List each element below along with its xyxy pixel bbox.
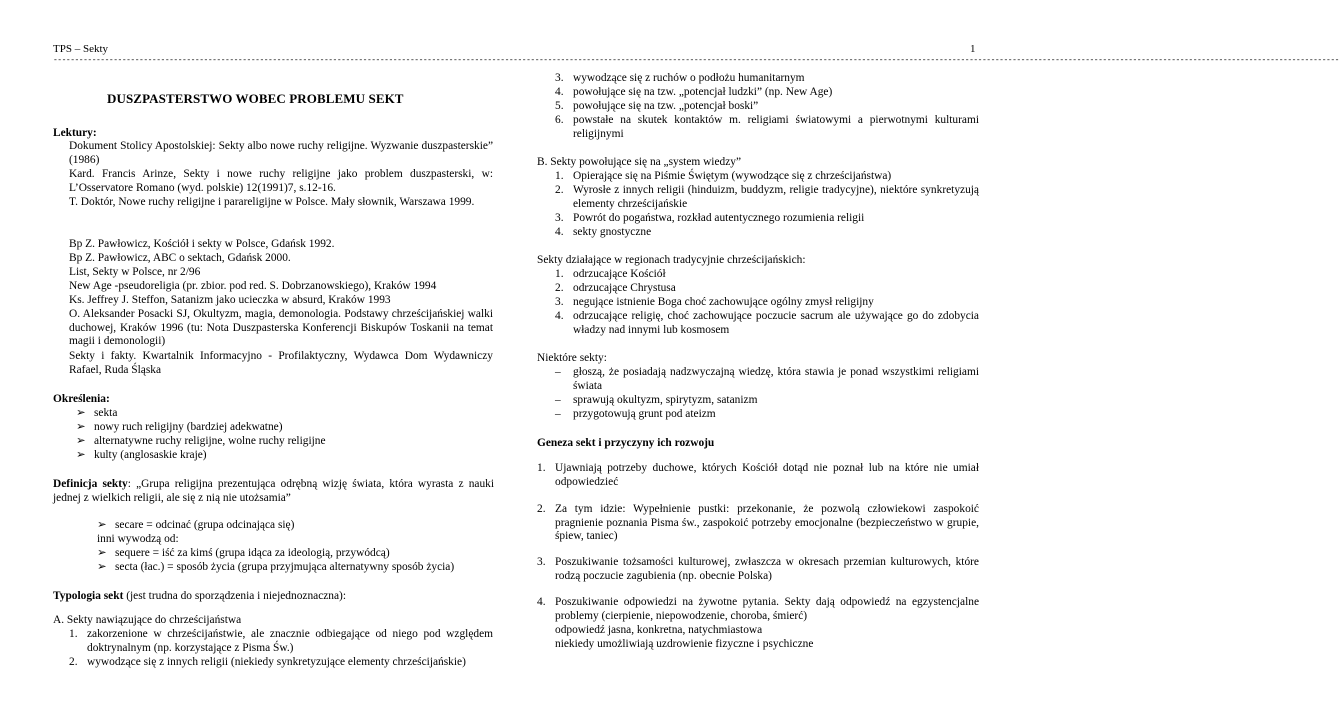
header-rule: -----------------------------------------------------------------------------------------------------------------------------------------------------------------------------------------------------------------------------------------------------------------------------------------------------------: [53, 56, 1339, 65]
lektury-heading: Lektury:: [53, 127, 97, 139]
group-a-item: 2.: [69, 656, 78, 668]
niektore-item-text: głoszą, że posiadają nadzwyczajną wiedzę, która stawia je ponad wszystkimi religiami świata: [573, 366, 979, 392]
arrow-bullet-icon: ➢: [97, 561, 107, 573]
group-b-item: 3.: [555, 212, 564, 224]
geneza-item: 1.: [537, 462, 546, 474]
arrow-bullet-icon: ➢: [76, 407, 86, 419]
arrow-bullet-icon: ➢: [97, 519, 107, 531]
group-b-title: B. Sekty powołujące się na „system wiedzy”: [537, 156, 742, 168]
group-a-item: 3.: [555, 72, 564, 84]
regiony-item: 3.: [555, 296, 564, 308]
okreslenia-item: [76, 421, 283, 434]
definicja-item: [97, 519, 294, 532]
definicja-label: secare = odcinać (grupa odcinająca się): [115, 519, 295, 531]
group-b-item: 2.: [555, 184, 564, 196]
typologia-paragraph: [53, 590, 346, 603]
definicja-heading: Definicja sekty: [53, 478, 128, 490]
geneza-item: 3.: [537, 556, 546, 568]
definicja-mid: inni wywodzą od:: [97, 533, 179, 545]
group-a-item-text: zakorzenione w chrześcijaństwie, ale znacznie odbiegające od niego pod względem doktrynalnym (np. korzystające z Pisma Św.): [87, 628, 493, 654]
niektore-item: –: [555, 408, 561, 420]
document-title: DUSZPASTERSTWO WOBEC PROBLEMU SEKT: [107, 91, 404, 106]
lektury-item: Ks. Jeffrey J. Steffon, Satanizm jako ucieczka w absurd, Kraków 1993: [69, 294, 391, 306]
group-a-item-text: powołujące się na tzw. „potencjał boski”: [573, 100, 759, 112]
lektury-item: O. Aleksander Posacki SJ, Okultyzm, magia, demonologia. Podstawy chrześcijańskiej walki duchowej, Kraków 1996 (tu: Nota Duszpasterska Konferencji Biskupów Toskanii na temat magii i demonologii): [69, 308, 493, 347]
group-a-title: A. Sekty nawiązujące do chrześcijaństwa: [53, 614, 242, 626]
group-a-item-text: wywodzące się z ruchów o podłożu humanitarnym: [573, 72, 805, 84]
okreslenia-label: kulty (anglosaskie kraje): [94, 449, 207, 461]
arrow-bullet-icon: ➢: [76, 435, 86, 447]
definicja-paragraph: [53, 478, 494, 505]
lektury-item: Bp Z. Pawłowicz, Kościół i sekty w Polsce, Gdańsk 1992.: [69, 238, 335, 250]
niektore-item-text: przygotowują grunt pod ateizm: [573, 408, 716, 420]
lektury-item: Kard. Francis Arinze, Sekty i nowe ruchy religijne jako problem duszpasterski, w: L’Osservatore Romano (wyd. polskie) 12(1991)7, s.12-16.: [69, 168, 493, 194]
group-b-item: 4.: [555, 226, 564, 238]
okreslenia-label: nowy ruch religijny (bardziej adekwatne): [94, 421, 283, 433]
geneza-item: 4.: [537, 596, 546, 608]
definicja-item: [97, 547, 390, 560]
regiony-item-text: odrzucające Chrystusa: [573, 282, 676, 294]
group-a-item-text: wywodzące się z innych religii (niekiedy synkretyzujące elementy chrześcijańskie): [87, 656, 466, 668]
group-b-item-text: Wyrosłe z innych religii (hinduizm, buddyzm, religie tradycyjne), niektóre synkretyzują elementy chrześcijańskie: [573, 184, 979, 210]
okreslenia-heading: Określenia:: [53, 393, 110, 405]
group-b-item: 1.: [555, 170, 564, 182]
group-a-item: 1.: [69, 628, 78, 640]
definicja-text: : „Grupa religijna prezentująca odrębną wizję świata, która wyrasta z nauki jednej z wielkich religii, ale się z nią nie utożsamia”: [53, 478, 494, 504]
group-a-item: 4.: [555, 86, 564, 98]
definicja-label: secta (łac.) = sposób życia (grupa przyjmująca alternatywny sposób życia): [115, 561, 455, 573]
arrow-bullet-icon: ➢: [76, 421, 86, 433]
arrow-bullet-icon: ➢: [97, 547, 107, 559]
geneza-item-text: Poszukiwanie tożsamości kulturowej, zwłaszcza w okresach przemian kulturowych, które rodzą poczucie zagubienia (np. obecnie Polska): [555, 556, 979, 582]
group-a-item-text: powstałe na skutek kontaktów m. religiami światowymi a pierwotnymi kulturami religijnymi: [573, 114, 979, 140]
niektore-item: –: [555, 394, 561, 406]
page-number: 1: [970, 43, 976, 55]
okreslenia-label: alternatywne ruchy religijne, wolne ruchy religijne: [94, 435, 326, 447]
regiony-item: 4.: [555, 310, 564, 322]
regiony-title: Sekty działające w regionach tradycyjnie chrześcijańskich:: [537, 254, 806, 266]
regiony-item: 1.: [555, 268, 564, 280]
geneza-item-text: Za tym idzie: Wypełnienie pustki: przekonanie, że pozwolą człowiekowi zaspokoić pragnienie poznania Pisma św., zaspokoić potrzeby emocjonalne (bezpieczeństwo w grupie, śpiew, taniec): [555, 503, 979, 542]
regiony-item: 2.: [555, 282, 564, 294]
geneza-item-text: Ujawniają potrzeby duchowe, których Kościół dotąd nie poznał lub na które nie umiał odpowiedzieć: [555, 462, 979, 488]
arrow-bullet-icon: ➢: [76, 449, 86, 461]
regiony-item-text: odrzucające Kościół: [573, 268, 666, 280]
geneza-heading: Geneza sekt i przyczyny ich rozwoju: [537, 437, 715, 449]
niektore-title: Niektóre sekty:: [537, 352, 607, 364]
lektury-item: Dokument Stolicy Apostolskiej: Sekty albo nowe ruchy religijne. Wyzwanie duszpasterskie” (1986): [69, 140, 493, 166]
okreslenia-item: [76, 407, 117, 420]
lektury-item: Sekty i fakty. Kwartalnik Informacyjno - Profilaktyczny, Wydawca Dom Wydawniczy Rafael, Ruda Śląska: [69, 350, 493, 376]
typologia-note: (jest trudna do sporządzenia i niejednoznaczna):: [123, 590, 347, 602]
lektury-item: T. Doktór, Nowe ruchy religijne i parareligijne w Polsce. Mały słownik, Warszawa 1999.: [69, 196, 475, 208]
page-header-left: TPS – Sekty: [53, 43, 109, 55]
geneza-extra: niekiedy umożliwiają uzdrowienie fizyczne i psychiczne: [555, 638, 814, 650]
group-b-item-text: Opierające się na Piśmie Świętym (wywodzące się z chrześcijaństwa): [573, 170, 892, 182]
lektury-item: List, Sekty w Polsce, nr 2/96: [69, 266, 201, 278]
regiony-item-text: negujące istnienie Boga choć zachowujące ogólny zmysł religijny: [573, 296, 874, 308]
niektore-item: –: [555, 366, 561, 378]
regiony-item-text: odrzucające religię, choć zachowujące poczucie sacrum ale używające go do zdobycia władzy nad innymi lub kosmosem: [573, 310, 979, 336]
geneza-item: 2.: [537, 503, 546, 515]
group-b-item-text: sekty gnostyczne: [573, 226, 652, 238]
okreslenia-item: [76, 435, 326, 448]
group-a-item: 6.: [555, 114, 564, 126]
niektore-item-text: sprawują okultyzm, spirytyzm, satanizm: [573, 394, 758, 406]
okreslenia-item: [76, 449, 207, 462]
group-a-item-text: powołujące się na tzw. „potencjał ludzki” (np. New Age): [573, 86, 833, 98]
okreslenia-label: sekta: [94, 407, 118, 419]
typologia-heading: Typologia sekt: [53, 590, 124, 602]
geneza-extra: odpowiedź jasna, konkretna, natychmiastowa: [555, 624, 763, 636]
group-b-item-text: Powrót do pogaństwa, rozkład autentycznego rozumienia religii: [573, 212, 865, 224]
definicja-item: [97, 561, 454, 574]
lektury-item: New Age -pseudoreligia (pr. zbior. pod red. S. Dobrzanowskiego), Kraków 1994: [69, 280, 437, 292]
definicja-label: sequere = iść za kimś (grupa idąca za ideologią, przywódcą): [115, 547, 390, 559]
geneza-item-text: Poszukiwanie odpowiedzi na żywotne pytania. Sekty dają odpowiedź na egzystencjalne problemy (cierpienie, niepowodzenie, choroba, śmierć): [555, 596, 979, 622]
group-a-item: 5.: [555, 100, 564, 112]
lektury-item: Bp Z. Pawłowicz, ABC o sektach, Gdańsk 2000.: [69, 252, 291, 264]
